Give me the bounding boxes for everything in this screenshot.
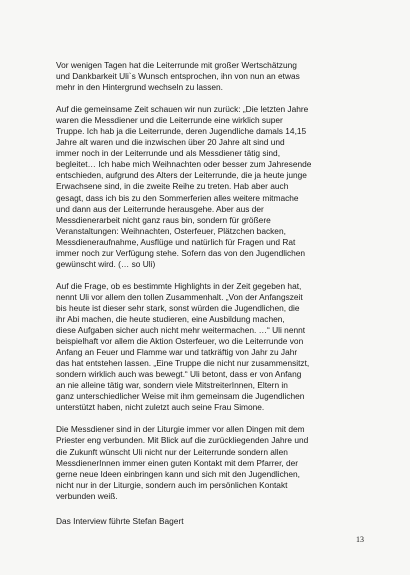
text-line: ihr Abi machen, die heute studieren, eine Ausbildung machen, [56,313,285,324]
text-line: bis heute ist dieser sehr stark, sonst würden die Jugendlichen, die [56,302,300,313]
text-line: beispielhaft vor allem die Aktion Osterfeuer, wo die Leiterrunde von [56,336,304,347]
text-line: und Dankbarkeit Uli`s Wunsch entsprochen, ihn von nun an etwas [56,71,300,82]
text-line: waren die Messdiener und die Leiterrunde eine wirklich super [56,115,283,126]
text-line: Die Messdiener sind in der Liturgie immer vor allen Dingen mit dem [56,424,305,435]
text-line: Veranstaltungen: Weihnachten, Osterfeuer, Plätzchen backen, [56,225,286,236]
text-line: Auf die Frage, ob es bestimmte Highlights in der Zeit gegeben hat, [56,280,302,291]
text-line: Truppe. Ich hab ja die Leiterrunde, deren Jugendliche damals 14,15 [56,126,307,137]
text-line: Auf die gemeinsame Zeit schauen wir nun zurück: „Die letzten Jahre [56,104,309,115]
text-line: die Zukunft wünscht Uli nicht nur der Leiterrunde sondern allen [56,446,288,457]
text-line: unterstützt haben, nicht zuletzt auch seine Frau Simone. [56,402,265,413]
paragraph-2 [56,104,356,270]
text-line: und dann aus der Leiterrunde herausgehe. Aber aus der [56,203,264,214]
text-line: begleitet… Ich habe mich Weihnachten oder besser zum Jahresende [56,159,312,170]
text-line: Anfang an Feuer und Flamme war und tatkräftig von Jahr zu Jahr [56,347,298,358]
text-line: mehr in den Hintergrund wechseln zu lassen. [56,82,223,93]
text-line: immer noch in der Leiterrunde und als Messdiener tätig sind, [56,148,281,159]
author-credit: Das Interview führte Stefan Bagert [56,515,184,526]
text-line: Messdieneraufnahme, Ausflüge und natürlich für Fragen und Rat [56,236,296,247]
text-line: MessdienerInnen immer einen guten Kontakt mit dem Pfarrer, der [56,457,299,468]
text-line: diese Aufgaben sicher auch nicht mehr weitermachen. …“ Uli nennt [56,325,306,336]
text-line: nicht nur in der Liturgie, sondern auch im persönlichen Kontakt [56,479,288,490]
paragraph-1 [56,60,356,93]
text-line: das hat entstehen lassen. „Eine Truppe die nicht nur zusammensitzt, [56,358,310,369]
text-line: entschieden, aufgrund des Alters der Leiterrunde, die ja heute junge [56,170,307,181]
text-line: verbunden weiß. [56,490,118,501]
text-line: gewünscht wird. (… so Uli) [56,258,156,269]
text-line: nennt Uli vor allem den tollen Zusammenhalt. „Von der Anfangszeit [56,291,303,302]
paragraph-3 [56,281,356,414]
text-line: Erwachsene sind, in die zweite Reihe zu treten. Hab aber auch [56,181,289,192]
text-line: ganz unterschiedlicher Weise mit ihm gemeinsam die Jugendlichen [56,391,305,402]
page-number: 13 [356,535,364,544]
text-line: Messdienerarbeit nicht ganz raus bin, sondern für größere [56,214,271,225]
text-line: Jahre alt waren und die inzwischen über 20 Jahre alt sind und [56,137,285,148]
text-line: sondern wirklich auch was bewegt.“ Uli betont, dass er von Anfang [56,369,302,380]
paragraph-4 [56,424,356,501]
text-line: Vor wenigen Tagen hat die Leiterrunde mit großer Wertschätzung [56,60,297,70]
article-body [56,60,356,538]
text-line: Priester eng verbunden. Mit Blick auf die zurückliegenden Jahre und [56,435,309,446]
text-line: immer noch zur Verfügung stehe. Sofern das von den Jugendlichen [56,247,306,258]
text-line: gerne neue Ideen einbringen kann und sich mit den Jugendlichen, [56,468,301,479]
text-line: an nie alleine tätig war, sondern viele MitstreiterInnen, Eltern in [56,380,288,391]
text-line: gesagt, dass ich bis zu den Sommerferien alles weitere mitmache [56,192,299,203]
